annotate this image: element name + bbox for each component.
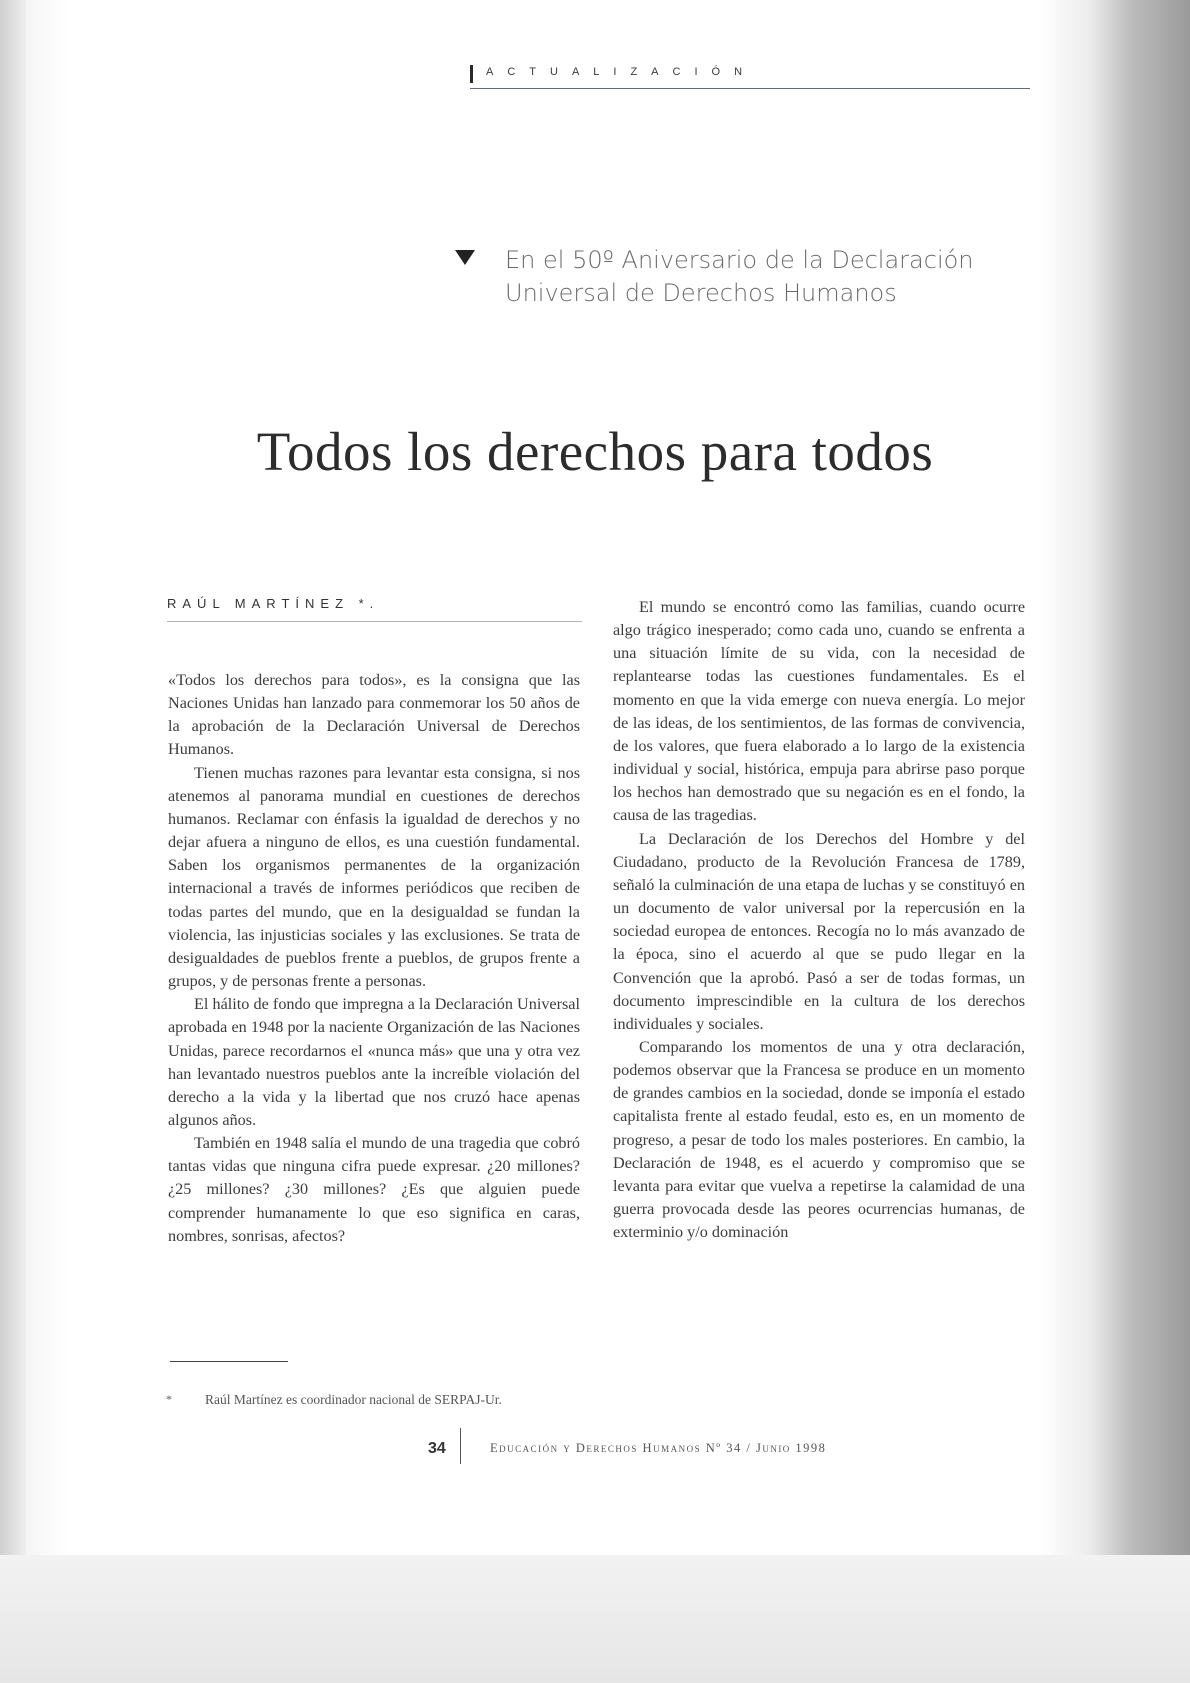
left-column: [168, 669, 580, 1248]
section-bar: [470, 65, 473, 83]
paragraph: También en 1948 salía el mundo de una tragedia que cobró tantas vidas que ninguna cifra puede expresar. ¿20 millones? ¿25 millones? ¿30 millones? ¿Es que alguien puede comprender humanamente lo que eso significa en caras, nombres, sonrisas, afectos?: [168, 1134, 580, 1245]
footer-separator: [460, 1428, 461, 1464]
footnote-marker: *: [166, 1392, 172, 1406]
footnote-rule: [170, 1361, 288, 1362]
subtitle-line-1: En el 50º Aniversario de la Declaración: [505, 246, 974, 274]
section-label: ACTUALIZACIÓN: [486, 66, 757, 78]
footnote-text: Raúl Martínez es coordinador nacional de SERPAJ-Ur.: [205, 1392, 502, 1407]
article-subtitle: [505, 244, 1025, 310]
author-byline: RAÚL MARTÍNEZ *.: [167, 596, 380, 611]
paragraph: «Todos los derechos para todos», es la consigna que las Naciones Unidas han lanzado para conmemorar los 50 años de la aprobación de la Declaración Universal de Derechos Humanos.: [168, 671, 580, 759]
right-column: [613, 596, 1025, 1244]
journal-footer: Educación y Derechos Humanos Nº 34 / Junio 1998: [490, 1441, 827, 1455]
paragraph: La Declaración de los Derechos del Hombre y del Ciudadano, producto de la Revolución Francesa de 1789, señaló la culminación de una etapa de luchas y se constituyó en un documento de valor universal por la repercusión en la sociedad europea de entonces. Recogía no lo más avanzado de la época, sino el acuerdo al que se pudo llegar en la Convención que la aprobó. Pasó a ser de todas formas, un documento imprescindible en la cultura de los derechos individuales y sociales.: [613, 829, 1025, 1033]
article-title: Todos los derechos para todos: [256, 421, 934, 482]
page-left-edge: [0, 0, 26, 1683]
section-header: [470, 62, 1030, 89]
page-number: 34: [428, 1440, 446, 1457]
subtitle-line-2: Universal de Derechos Humanos: [505, 279, 897, 307]
paragraph: El mundo se encontró como las familias, cuando ocurre algo trágico inesperado; como cada uno, cuando se enfrenta a una situación límite de su vida, con la necesidad de replantearse todas las cuestiones fundamentales. Es el momento en que la vida emerge con nueva energía. Lo mejor de las ideas, de los sentimientos, de las formas de convivencia, de los valores, que fuera elaborado a lo largo de la existencia individual y social, histórica, empuja para abrirse paso porque los hechos han demostrado que su negación es en el fondo, la causa de las tragedias.: [613, 598, 1025, 825]
paragraph: El hálito de fondo que impregna a la Declaración Universal aprobada en 1948 por la naciente Organización de las Naciones Unidas, parece recordarnos el «nunca más» que una y otra vez han levantado nuestros pueblos ante la increíble violación del derecho a la vida y la libertad que nos cruzó hace apenas algunos años.: [168, 995, 580, 1129]
paragraph: Tienen muchas razones para levantar esta consigna, si nos atenemos al panorama mundial en cuestiones de derechos humanos. Reclamar con énfasis la igualdad de derechos y no dejar afuera a ninguno de ellos, es una cuestión fundamental. Saben los organismos permanentes de la organización internacional a través de informes periódicos que reciben de todas partes del mundo, que en la desigualdad se fundan la violencia, las injusticias sociales y las exclusiones. Se trata de desigualdades de pueblos frente a pueblos, de grupos frente a grupos, y de personas frente a personas.: [168, 763, 580, 991]
scan-bottom-shade: [0, 1555, 1190, 1683]
author-rule: [167, 621, 582, 622]
paragraph: Comparando los momentos de una y otra declaración, podemos observar que la Francesa se produce en un momento de grandes cambios en la sociedad, donde se imponía el estado capitalista frente al estado feudal, esto es, en un momento de progreso, a pesar de todo los males posteriores. En cambio, la Declaración de 1948, es el acuerdo y compromiso que se levanta para evitar que vuelva a repetirse la calamidad de una guerra provocada desde las peores ocurrencias humanas, de exterminio y/o dominación: [613, 1037, 1025, 1242]
triangle-bullet-icon: [455, 250, 475, 265]
